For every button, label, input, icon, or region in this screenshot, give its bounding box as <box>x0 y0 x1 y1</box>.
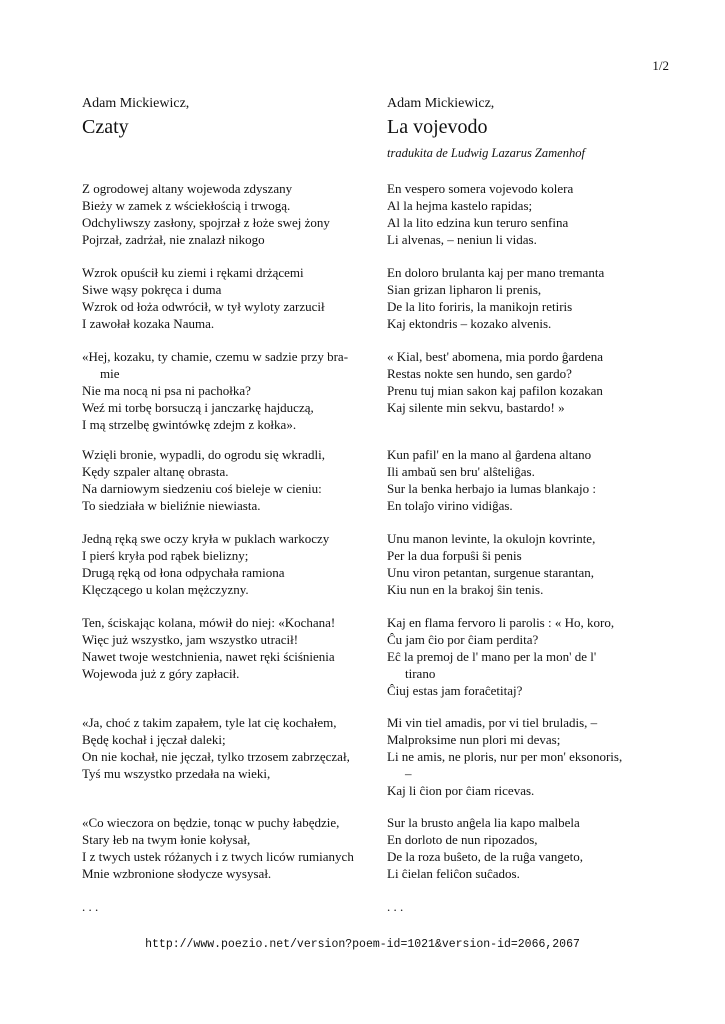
verse-line: I mą strzelbę gwintówkę zdejm z kołka». <box>82 417 297 432</box>
poem-title: La vojevodo <box>387 116 488 138</box>
verse-line: Restas nokte sen hundo, sen gardo? <box>387 366 572 381</box>
verse-line: « Kial, best' abomena, mia pordo ĝardena <box>387 349 604 364</box>
verse-line: Unu viron petantan, surgenue starantan, <box>387 565 594 580</box>
stanza <box>82 446 382 514</box>
source-url: http://www.poezio.net/version?poem-id=1021&version-id=2066,2067 <box>145 938 580 951</box>
stanza <box>82 264 382 332</box>
poem-title: Czaty <box>82 116 129 138</box>
verse-line: En dorloto de nun ripozados, <box>387 832 538 847</box>
verse-line: Mnie wzbronione słodycze wysysał. <box>82 866 272 881</box>
poem-author: Adam Mickiewicz, <box>387 96 495 111</box>
verse-line: «Hej, kozaku, ty chamie, czemu w sadzie przy bra- <box>82 349 349 364</box>
stanza <box>82 180 382 248</box>
verse-line: Na darniowym siedzeniu coś bieleje w cieniu: <box>82 481 322 496</box>
stanza <box>82 348 382 433</box>
verse-line: Unu manon levinte, la okulojn kovrinte, <box>387 531 596 546</box>
verse-line: Stary łeb na twym łonie kołysał, <box>82 832 251 847</box>
verse-line: Sur la brusto anĝela lia kapo malbela <box>387 815 580 830</box>
verse-line: Kiu nun en la brakoj ŝin tenis. <box>387 582 544 597</box>
verse-line: Al la lito edzina kun teruro senfina <box>387 215 569 230</box>
verse-line: Pojrzał, zadrżał, nie znalazł nikogo <box>82 232 265 247</box>
stanza <box>387 814 687 882</box>
verse-line: Sur la benka herbajo ia lumas blankajo : <box>387 481 597 496</box>
stanza <box>387 264 687 332</box>
verse-line: En tolaĵo virino vidiĝas. <box>387 498 513 513</box>
verse-line: En vespero somera vojevodo kolera <box>387 181 574 196</box>
verse-line: Tyś mu wszystko przedała na wieki, <box>82 766 271 781</box>
verse-line: mie <box>100 366 120 381</box>
verse-line: I zawołał kozaka Nauma. <box>82 316 215 331</box>
verse-line: Kaj ektondris – kozako alvenis. <box>387 316 552 331</box>
verse-line: Li alvenas, – neniun li vidas. <box>387 232 537 247</box>
stanza <box>387 446 687 514</box>
verse-line: Ĉiuj estas jam foraĉetitaj? <box>387 683 523 698</box>
stanza <box>82 614 382 682</box>
verse-line: Siwe wąsy pokręca i duma <box>82 282 222 297</box>
verse-line: Weź mi torbę borsuczą i janczarkę hajduczą, <box>82 400 314 415</box>
verse-line: Z ogrodowej altany wojewoda zdyszany <box>82 181 293 196</box>
verse-line: Kaj en flama fervoro li parolis : « Ho, koro, <box>387 615 615 630</box>
verse-line: I z twych ustek różanych i z twych liców rumianych <box>82 849 354 864</box>
ellipsis: . . . <box>387 899 404 914</box>
verse-line: On nie kochał, nie jęczał, tylko trzosem zabrzęczał, <box>82 749 350 764</box>
verse-line: Ili ambaŭ sen bru' alŝteliĝas. <box>387 464 535 479</box>
verse-line: De la lito foriris, la manikojn retiris <box>387 299 573 314</box>
verse-line: Więc już wszystko, jam wszystko utracił! <box>82 632 299 647</box>
verse-line: Odchyliwszy zasłony, spojrzał z łoże swej żony <box>82 215 330 230</box>
verse-line: Li ne amis, ne ploris, nur per mon' eksonoris, <box>387 749 623 764</box>
stanza <box>387 348 687 416</box>
stanza <box>387 614 687 699</box>
stanza <box>82 814 382 882</box>
verse-line: Sian grizan lipharon li prenis, <box>387 282 542 297</box>
verse-line: Nawet twoje westchnienia, nawet ręki ściśnienia <box>82 649 335 664</box>
poem-author: Adam Mickiewicz, <box>82 96 190 111</box>
verse-line: Drugą ręką od łona odpychała ramiona <box>82 565 285 580</box>
stanza <box>82 530 382 598</box>
verse-line: Eĉ la premoj de l' mano per la mon' de l' <box>387 649 597 664</box>
verse-line: «Co wieczora on będzie, tonąc w puchy łabędzie, <box>82 815 340 830</box>
verse-line: Wzrok od łoża odwrócił, w tył wyloty zarzucił <box>82 299 325 314</box>
stanza <box>387 530 687 598</box>
verse-line: Li ĉielan feliĉon suĉados. <box>387 866 520 881</box>
verse-line: Wzięli bronie, wypadli, do ogrodu się wkradli, <box>82 447 325 462</box>
esperanto-column <box>387 95 687 161</box>
verse-line: Ĉu jam ĉio por ĉiam perdita? <box>387 632 539 647</box>
verse-line: De la roza buŝeto, de la ruĝa vangeto, <box>387 849 584 864</box>
verse-line: Wojewoda już z góry zapłacił. <box>82 666 240 681</box>
verse-line: Malproksime nun plori mi devas; <box>387 732 561 747</box>
stanza <box>82 714 382 782</box>
verse-line: tirano <box>405 666 436 681</box>
verse-line: En doloro brulanta kaj per mano tremanta <box>387 265 605 280</box>
translator-credit: tradukita de Ludwig Lazarus Zamenhof <box>387 146 585 160</box>
verse-line: I pierś kryła pod rąbek bielizny; <box>82 548 249 563</box>
verse-line: Prenu tuj mian sakon kaj pafilon kozakan <box>387 383 603 398</box>
verse-line: Mi vin tiel amadis, por vi tiel bruladis, – <box>387 715 598 730</box>
verse-line: Kaj silente min sekvu, bastardo! » <box>387 400 565 415</box>
verse-line: Per la dua forpuŝi ŝi penis <box>387 548 522 563</box>
verse-line: – <box>405 766 412 781</box>
page-number: 1/2 <box>652 58 669 73</box>
verse-line: Kaj li ĉion por ĉiam ricevas. <box>387 783 535 798</box>
stanza <box>387 180 687 248</box>
verse-line: Wzrok opuścił ku ziemi i rękami drżącemi <box>82 265 304 280</box>
verse-line: Kun pafil' en la mano al ĝardena altano <box>387 447 592 462</box>
verse-line: «Ja, choć z takim zapałem, tyle lat cię kochałem, <box>82 715 337 730</box>
verse-line: Nie ma nocą ni psa ni pachołka? <box>82 383 251 398</box>
verse-line: Ten, ściskając kolana, mówił do niej: «Kochana! <box>82 615 336 630</box>
stanza <box>387 714 687 799</box>
verse-line: Będę kochał i jęczał daleki; <box>82 732 226 747</box>
ellipsis: . . . <box>82 899 99 914</box>
verse-line: Al la hejma kastelo rapidas; <box>387 198 533 213</box>
verse-line: Bieży w zamek z wściekłością i trwogą. <box>82 198 291 213</box>
polish-column <box>82 95 382 139</box>
verse-line: Jedną ręką swe oczy kryła w puklach warkoczy <box>82 531 330 546</box>
verse-line: To siedziała w bieliźnie niewiasta. <box>82 498 261 513</box>
verse-line: Klęczącego u kolan mężczyzny. <box>82 582 249 597</box>
verse-line: Kędy szpaler altanę obrasta. <box>82 464 229 479</box>
